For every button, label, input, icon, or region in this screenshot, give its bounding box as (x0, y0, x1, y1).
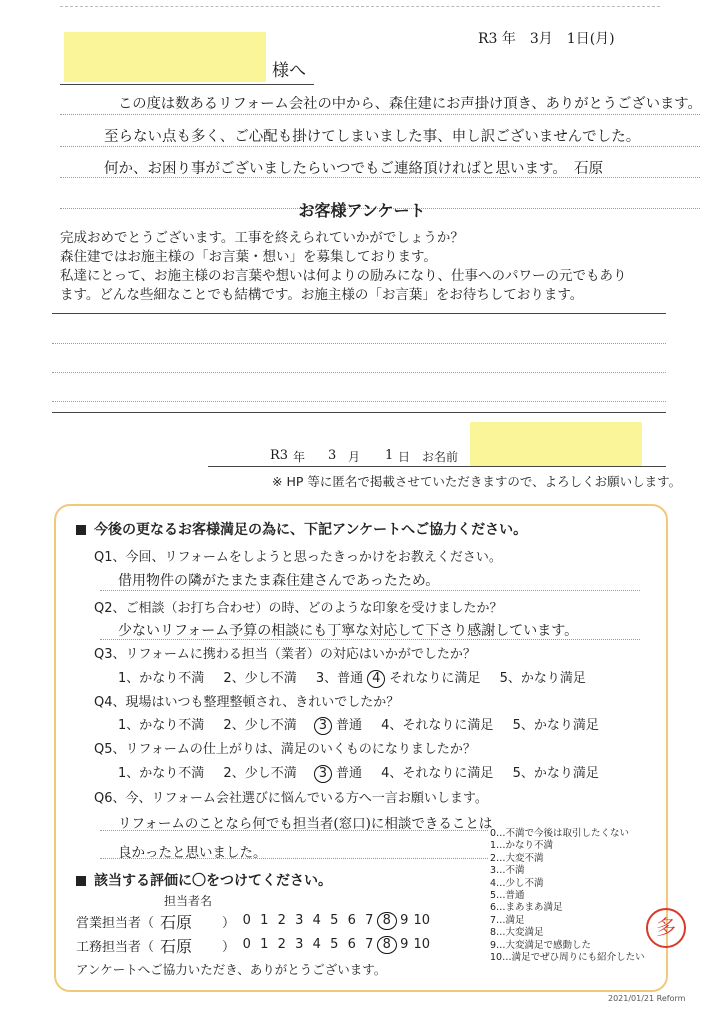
q3-option-1[interactable]: 1、かなり不満 (118, 671, 205, 686)
q3-text: Q3、リフォームに携わる担当（業者）の対応はいかがでしたか？ (94, 647, 476, 662)
questionnaire-header-text: 今後の更なるお客様満足の為に、下記アンケートへご協力ください。 (94, 522, 528, 538)
recipient-underline (60, 84, 314, 85)
q5-option-2[interactable]: 2、少し不満 (223, 766, 297, 781)
construction-selected-circle[interactable]: 8 (377, 936, 397, 954)
sales-digit-2[interactable]: 2 (277, 913, 286, 928)
sales-name: 石原 (160, 913, 193, 932)
q4-options (118, 714, 599, 735)
construction-digit-9[interactable]: 9 (400, 937, 409, 952)
q2-rule (100, 639, 640, 640)
survey-name-label: お名前 (422, 450, 459, 464)
construction-digit-10[interactable]: 10 (413, 937, 431, 952)
scale-item-5: 5…普通 (490, 890, 525, 902)
q5-options (118, 762, 599, 783)
q2-text: Q2、ご相談（お打ち合わせ）の時、どのような印象を受けましたか？ (94, 601, 503, 616)
construction-digit-3[interactable]: 3 (295, 937, 304, 952)
q4-option-3[interactable]: 普通 (335, 718, 362, 733)
sales-digit-10[interactable]: 10 (413, 913, 431, 928)
sales-digit-3[interactable]: 3 (295, 913, 304, 928)
q6-answer-line-2: 良かったと思いました。 (118, 845, 267, 861)
letter-date: R3 年 3月 1日(月) (478, 31, 615, 47)
q3-option-5[interactable]: 5、かなり満足 (499, 671, 586, 686)
construction-digit-5[interactable]: 5 (330, 937, 339, 952)
q3-options (118, 667, 586, 688)
scale-item-9: 9…大変満足で感動した (490, 939, 592, 951)
q5-option-1[interactable]: 1、かなり不満 (118, 766, 205, 781)
q4-text: Q4、現場はいつも整理整頓され、きれいでしたか？ (94, 695, 400, 710)
q4-option-5[interactable]: 5、かなり満足 (512, 718, 599, 733)
scale-item-8: 8…大変満足 (490, 927, 544, 939)
sales-digit-6[interactable]: 6 (347, 913, 356, 928)
survey-date-day-label: 日 (398, 450, 411, 464)
q4-option-4[interactable]: 4、それなりに満足 (381, 718, 494, 733)
letter-line-3: 何か、お困り事がございましたらいつでもご連絡頂ければと思います。 石原 (104, 161, 604, 177)
q4-option-2[interactable]: 2、少し不満 (223, 718, 297, 733)
sales-digit-5[interactable]: 5 (330, 913, 339, 928)
q5-selected-circle[interactable]: 3 (314, 765, 332, 783)
letter-line-2: 至らない点も多く、ご心配も掛けてしまいました事、申し訳ございませんでした。 (104, 129, 641, 145)
q5-text: Q5、リフォームの仕上がりは、満足のいくものになりましたか？ (94, 742, 476, 757)
construction-label: 工務担当者（ (76, 940, 155, 955)
comment-rule-1 (52, 313, 666, 314)
survey-date-day: 1 (385, 448, 394, 463)
survey-intro-3: 私達にとって、お施主様のお言葉や想いは何よりの励みになり、仕事へのパワーの元でもあり (60, 268, 627, 284)
sales-selected-circle[interactable]: 8 (377, 912, 397, 930)
q1-rule (100, 590, 640, 591)
construction-digit-0[interactable]: 0 (242, 937, 251, 952)
survey-date-era: R3 (270, 448, 289, 463)
survey-note: ※ HP 等に匿名で掲載させていただきますので、よろしくお願いします。 (272, 474, 682, 489)
sales-digit-1[interactable]: 1 (260, 913, 269, 928)
survey-date-year-label: 年 (293, 450, 306, 464)
survey-intro-2: 森住建ではお施主様の「お言葉・想い」を募集しております。 (60, 249, 437, 265)
scale-item-3: 3…不満 (490, 865, 525, 877)
footer-code: 2021/01/21 Reform (608, 994, 686, 1003)
scale-item-6: 6…まあまあ満足 (490, 902, 563, 914)
comment-rule-2 (52, 343, 666, 344)
survey-name-underline (208, 466, 666, 467)
q1-answer: 借用物件の隣がたまたま森住建さんであったため。 (118, 573, 440, 589)
recipient-suffix: 様へ (272, 61, 306, 81)
construction-digit-2[interactable]: 2 (277, 937, 286, 952)
scale-item-10: 10…満足でぜひ周りにも紹介したい (490, 952, 645, 964)
letter-line-1: この度は数あるリフォーム会社の中から、森住建にお声掛け頂き、ありがとうございます。 (118, 96, 702, 112)
scale-item-0: 0…不満で今後は取引したくない (490, 828, 630, 839)
letter-rule-1 (60, 114, 700, 115)
sales-label: 営業担当者（ (76, 916, 155, 931)
survey-name-redaction (470, 422, 642, 466)
construction-digit-4[interactable]: 4 (312, 937, 321, 952)
top-dashed-line (60, 6, 660, 7)
q5-option-5[interactable]: 5、かなり満足 (512, 766, 599, 781)
q6-text: Q6、今、リフォーム会社選びに悩んでいる方へ一言お願いします。 (94, 791, 488, 806)
q2-answer: 少ないリフォーム予算の相談にも丁寧な対応して下さり感謝しています。 (118, 623, 579, 639)
rating-header (76, 870, 332, 890)
scale-item-4: 4…少し不満 (490, 877, 544, 889)
construction-digit-6[interactable]: 6 (347, 937, 356, 952)
construction-rating-digits (238, 936, 431, 954)
staff-name-header: 担当者名 (164, 894, 213, 908)
sales-digit-0[interactable]: 0 (242, 913, 251, 928)
q4-option-1[interactable]: 1、かなり不満 (118, 718, 205, 733)
approval-stamp: 多 (646, 908, 686, 948)
q6-rule-1 (100, 830, 488, 831)
sales-digit-9[interactable]: 9 (400, 913, 409, 928)
survey-date-month-label: 月 (348, 450, 361, 464)
construction-digit-7[interactable]: 7 (365, 937, 374, 952)
construction-digit-1[interactable]: 1 (260, 937, 269, 952)
comment-rule-3 (52, 372, 666, 373)
scale-item-7: 7…満足 (490, 914, 525, 926)
thanks-text: アンケートへご協力いただき、ありがとうございます。 (76, 962, 387, 977)
sales-digit-4[interactable]: 4 (312, 913, 321, 928)
construction-close-paren: ） (222, 940, 236, 955)
q5-option-4[interactable]: 4、それなりに満足 (381, 766, 494, 781)
q6-rule-2 (100, 858, 488, 859)
construction-name: 石原 (160, 937, 193, 956)
survey-title: お客様アンケート (298, 201, 426, 220)
survey-intro-4: ます。どんな些細なことでも結構です。お施主様の「お言葉」をお待ちしております。 (60, 287, 584, 303)
q1-text: Q1、今回、リフォームをしようと思ったきっかけをお教えください。 (94, 550, 502, 565)
scale-item-1: 1…かなり不満 (490, 840, 554, 852)
q3-option-4[interactable]: それなりに満足 (389, 671, 481, 686)
q3-selected-circle[interactable]: 4 (367, 670, 385, 688)
survey-date-month: 3 (328, 448, 337, 463)
sales-digit-7[interactable]: 7 (365, 913, 374, 928)
comment-rule-4 (52, 401, 666, 402)
q6-answer-line-1: リフォームのことなら何でも担当者(窓口)に相談できることは (118, 816, 493, 832)
rating-header-text: 該当する評価に〇をつけてください。 (94, 873, 332, 889)
sales-rating-digits (238, 912, 431, 930)
q5-option-3[interactable]: 普通 (335, 766, 362, 781)
square-bullet-icon (76, 876, 86, 886)
survey-intro-1: 完成おめでとうございます。工事を終えられていかがでしょうか？ (60, 230, 464, 246)
q3-option-3[interactable]: 3、普通 (315, 671, 364, 686)
sales-close-paren: ） (222, 916, 236, 931)
letter-rule-2 (60, 146, 700, 147)
scale-item-2: 2…大変不満 (490, 852, 544, 864)
q4-selected-circle[interactable]: 3 (314, 717, 332, 735)
comment-rule-5 (52, 412, 666, 413)
questionnaire-header (76, 519, 527, 539)
square-bullet-icon (76, 525, 86, 535)
q3-option-2[interactable]: 2、少し不満 (223, 671, 297, 686)
recipient-name-redaction (64, 32, 266, 82)
rating-scale-legend (490, 828, 645, 964)
